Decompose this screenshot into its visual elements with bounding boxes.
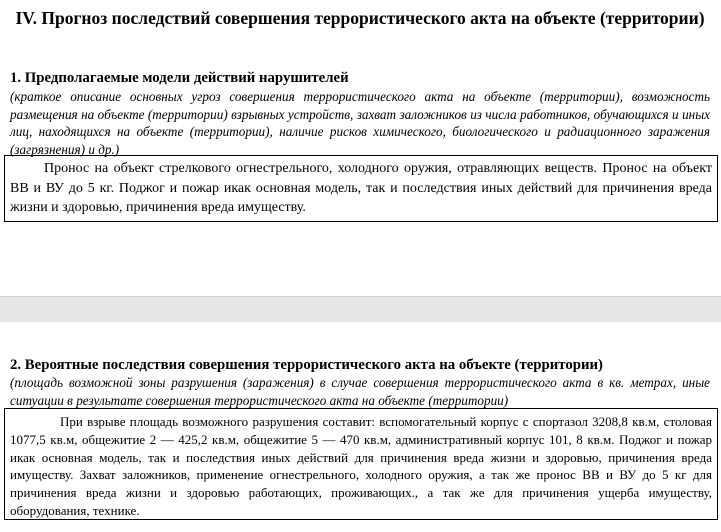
- section2-body[interactable]: При взрыве площадь возможного разрушения составит: вспомогательный корпус с спортазол 3208,8 кв.м, столовая 1077,5 кв.м, общежитие 2 — 425,2 кв.м, общежитие 5 — 470 кв.м, административный корпус 101, 8 кв.м. Поджог и пожар икак основная модель, так и последствия иных действий для причинения вреда жизни и здоровью, причинения вреда имуществу. Захват заложников, применение огнестрельного, холодного оружия, а так же пронос ВВ и ВУ до 5 кг для причинения вреда жизни и здоровью работающих, проживающих., а так же для причинения ущерба имуществу, оборудования, технике.: [10, 414, 712, 518]
- page-break: [0, 296, 721, 324]
- section2-heading: 2. Вероятные последствия совершения террористического акта на объекте (территории): [10, 357, 603, 373]
- section1-heading: 1. Предполагаемые модели действий нарушителей: [10, 70, 349, 86]
- section-title: IV. Прогноз последствий совершения террористического акта на объекте (территории): [15, 8, 705, 28]
- section1-body[interactable]: Пронос на объект стрелкового огнестрельного, холодного оружия, отравляющих веществ. Пронос на объект ВВ и ВУ до 5 кг. Поджог и пожар икак основная модель, так и последствия иных действий для причинения вреда жизни и здоровью, причинения вреда имуществу.: [10, 161, 712, 216]
- section2-answer-box[interactable]: [4, 408, 718, 520]
- section1-note: (краткое описание основных угроз совершения террористического акта на объекте (территории), возможность размещения на объекте (территории) взрывных устройств, захват заложников из числа работников, обучающихся и иных лиц, находящихся на объекте (территории), наличие рисков химического, биологического и радиационного заражения (загрязнения) и др.): [10, 89, 710, 157]
- section2-note: (площадь возможной зоны разрушения (заражения) в случае совершения террористического акта в кв. метрах, иные ситуации в результате совершения террористического акта на объекте (территории): [10, 375, 710, 408]
- section1-answer-box[interactable]: [4, 155, 718, 222]
